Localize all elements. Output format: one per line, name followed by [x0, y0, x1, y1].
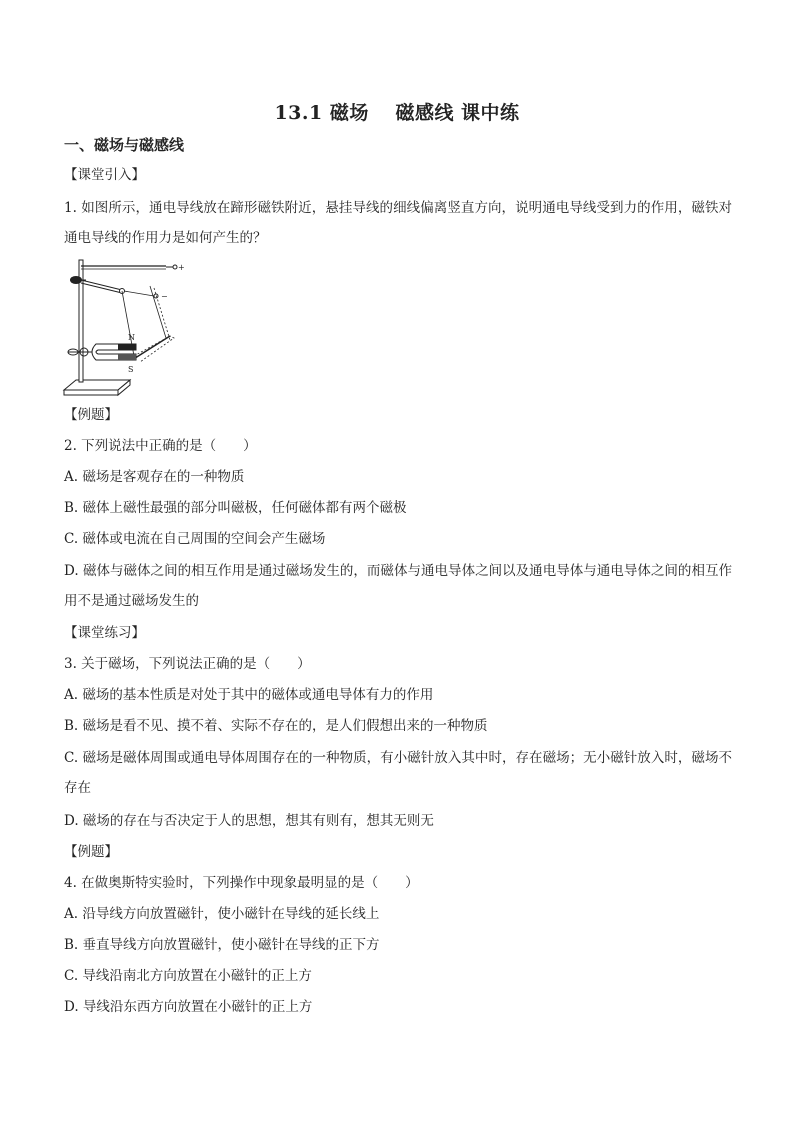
minus-terminal-label: − — [161, 292, 168, 301]
label-practice: 【课堂练习】 — [64, 625, 145, 641]
plus-terminal-label: + — [178, 263, 185, 272]
section-heading: 一、磁场与磁感线 — [64, 136, 185, 154]
question-2-option-c: C. 磁体或电流在自己周围的空间会产生磁场 — [64, 531, 326, 547]
south-pole-label: S — [128, 365, 134, 374]
question-4-option-a: A. 沿导线方向放置磁针，使小磁针在导线的延长线上 — [64, 906, 380, 922]
question-2-option-d: D. 磁体与磁体之间的相互作用是通过磁场发生的，而磁体与通电导体之间以及通电导体与通电导体之间的相互作用不是通过磁场发生的 — [64, 563, 732, 609]
question-1-text: 1. 如图所示，通电导线放在蹄形磁铁附近，悬挂导线的细线偏离竖直方向，说明通电导线受到力的作用，磁铁对通电导线的作用力是如何产生的？ — [64, 200, 732, 246]
question-2-option-b: B. 磁体上磁性最强的部分叫磁极，任何磁体都有两个磁极 — [64, 500, 407, 516]
question-2-option-a: A. 磁场是客观存在的一种物质 — [64, 469, 245, 485]
question-3-stem: 3. 关于磁场，下列说法正确的是（ ） — [64, 656, 311, 672]
page-title: 13.1 磁场 磁感线 课中练 — [274, 102, 520, 124]
question-3-option-b: B. 磁场是看不见、摸不着、实际不存在的，是人们假想出来的一种物质 — [64, 718, 488, 734]
question-3-option-a: A. 磁场的基本性质是对处于其中的磁体或通电导体有力的作用 — [64, 687, 434, 703]
question-4-stem: 4. 在做奥斯特实验时，下列操作中现象最明显的是（ ） — [64, 875, 419, 891]
label-example-1: 【例题】 — [64, 407, 118, 423]
question-2-stem: 2. 下列说法中正确的是（ ） — [64, 438, 257, 454]
label-example-2: 【例题】 — [64, 844, 118, 860]
label-intro: 【课堂引入】 — [64, 167, 145, 183]
question-3-option-c: C. 磁场是磁体周围或通电导体周围存在的一种物质，有小磁针放入其中时，存在磁场；无小磁针放入时，磁场不存在 — [64, 750, 732, 796]
question-4-option-b: B. 垂直导线方向放置磁针，使小磁针在导线的正下方 — [64, 937, 380, 953]
question-3-option-d: D. 磁场的存在与否决定于人的思想，想其有则有，想其无则无 — [64, 813, 434, 829]
question-4-option-c: C. 导线沿南北方向放置在小磁针的正上方 — [64, 968, 312, 984]
experiment-figure — [62, 256, 192, 398]
question-4-option-d: D. 导线沿东西方向放置在小磁针的正上方 — [64, 999, 313, 1015]
north-pole-label: N — [128, 333, 135, 342]
